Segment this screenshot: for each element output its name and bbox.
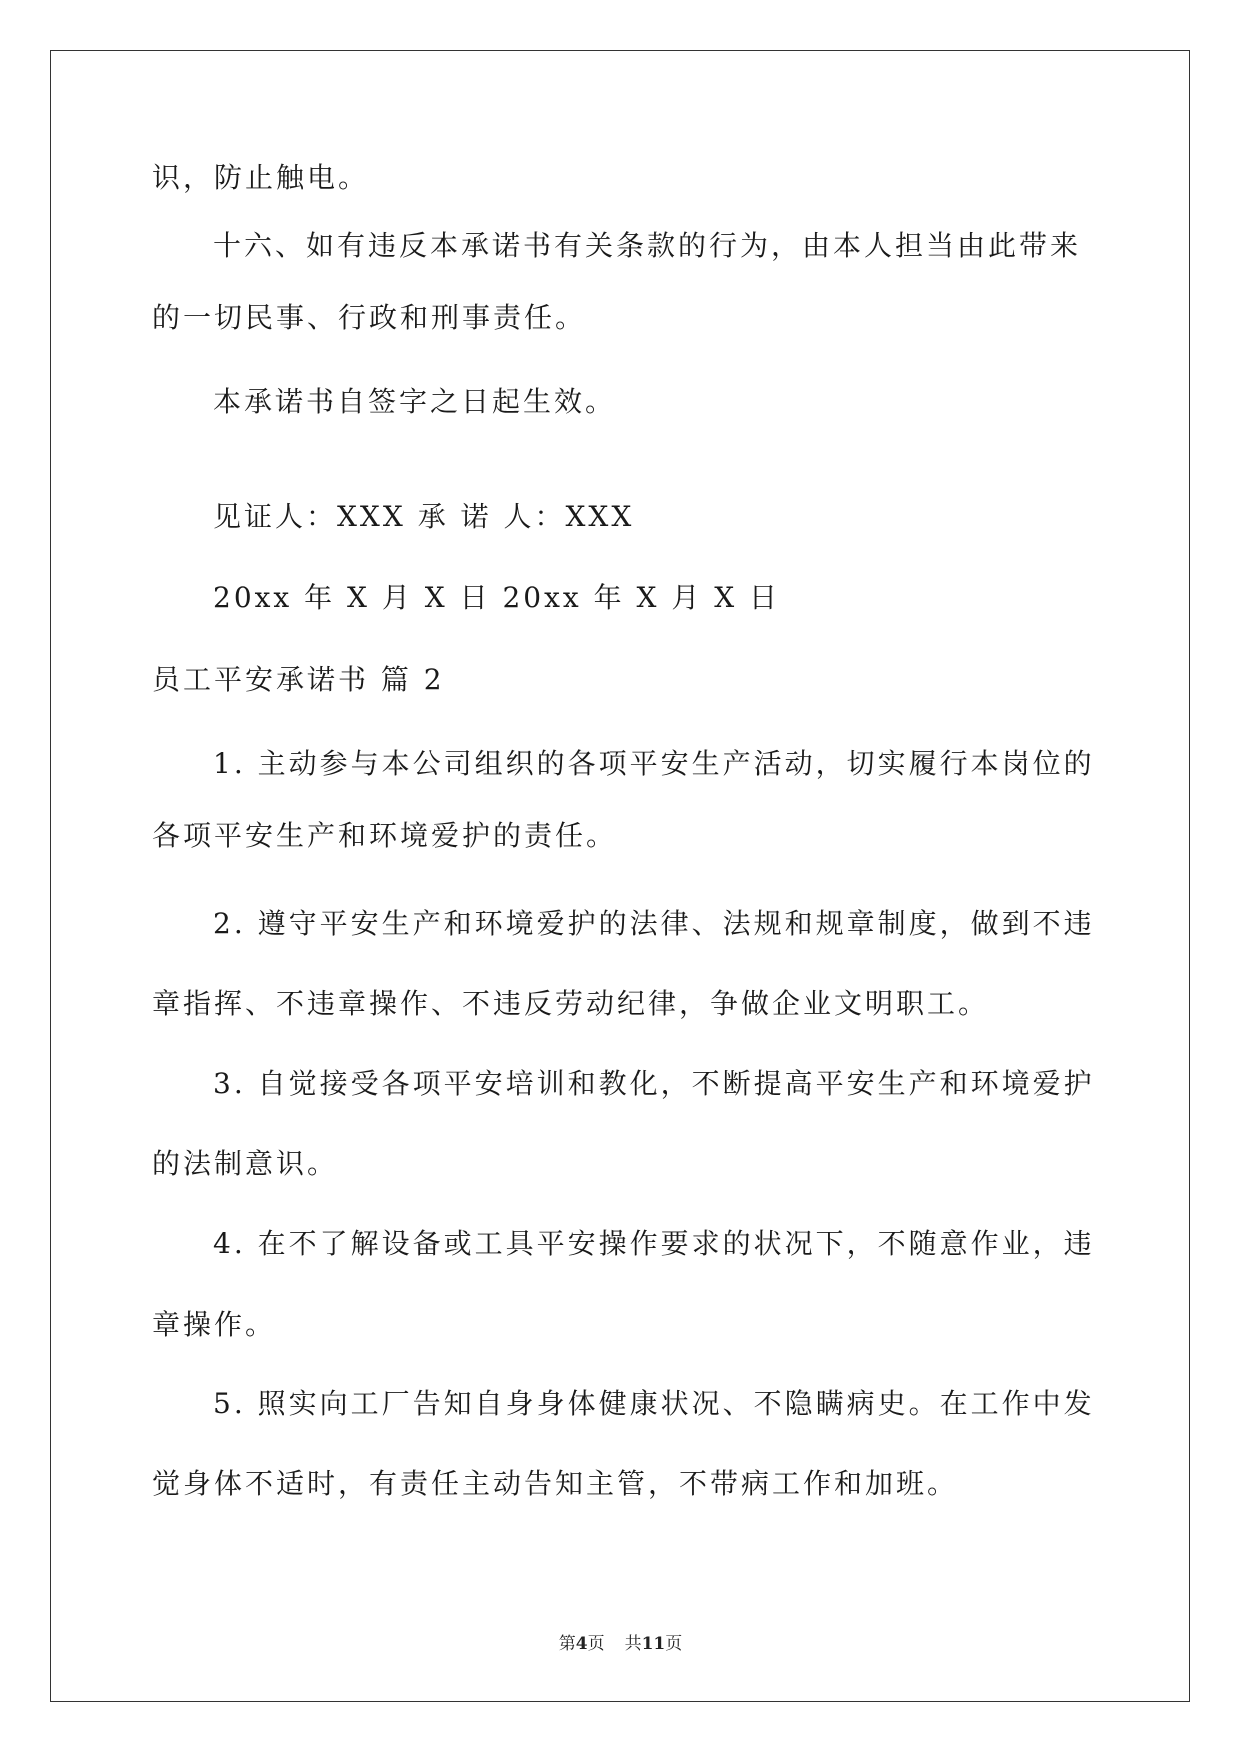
text-line: 5. 照实向工厂告知自身身体健康状况、不隐瞒病史。在工作中发 xyxy=(213,1387,1095,1420)
total-pages-number: 11 xyxy=(641,1634,666,1654)
date-line: 20xx 年 X 月 X 日 20xx 年 X 月 X 日 xyxy=(213,581,781,614)
text-line: 2. 遵守平安生产和环境爱护的法律、法规和规章制度，做到不违 xyxy=(213,907,1095,940)
section-heading: 员工平安承诺书 篇 2 xyxy=(152,663,445,696)
text-line: 的法制意识。 xyxy=(152,1147,339,1180)
page-footer xyxy=(0,1632,1241,1656)
text-line: 十六、如有违反本承诺书有关条款的行为，由本人担当由此带来 xyxy=(213,229,1082,262)
text-line: 3. 自觉接受各项平安培训和教化，不断提高平安生产和环境爱护 xyxy=(213,1067,1095,1100)
footer-total-prefix: 共 xyxy=(624,1634,642,1654)
text-line: 识，防止触电。 xyxy=(152,161,370,194)
witness-line: 见证人：XXX 承 诺 人：XXX xyxy=(213,500,635,533)
text-line: 各项平安生产和环境爱护的责任。 xyxy=(152,819,618,852)
text-line: 1. 主动参与本公司组织的各项平安生产活动，切实履行本岗位的 xyxy=(213,747,1095,780)
text-line: 章指挥、不违章操作、不违反劳动纪律，争做企业文明职工。 xyxy=(152,987,990,1020)
footer-prefix: 第 xyxy=(558,1634,576,1654)
text-line: 章操作。 xyxy=(152,1308,277,1341)
text-line: 4. 在不了解设备或工具平安操作要求的状况下，不随意作业，违 xyxy=(213,1227,1095,1260)
text-line: 觉身体不适时，有责任主动告知主管，不带病工作和加班。 xyxy=(152,1467,959,1500)
footer-total-suffix: 页 xyxy=(665,1634,683,1654)
text-line: 本承诺书自签字之日起生效。 xyxy=(213,385,617,418)
text-line: 的一切民事、行政和刑事责任。 xyxy=(152,301,587,334)
footer-page-suffix: 页 xyxy=(587,1634,605,1654)
current-page-number: 4 xyxy=(575,1634,588,1654)
